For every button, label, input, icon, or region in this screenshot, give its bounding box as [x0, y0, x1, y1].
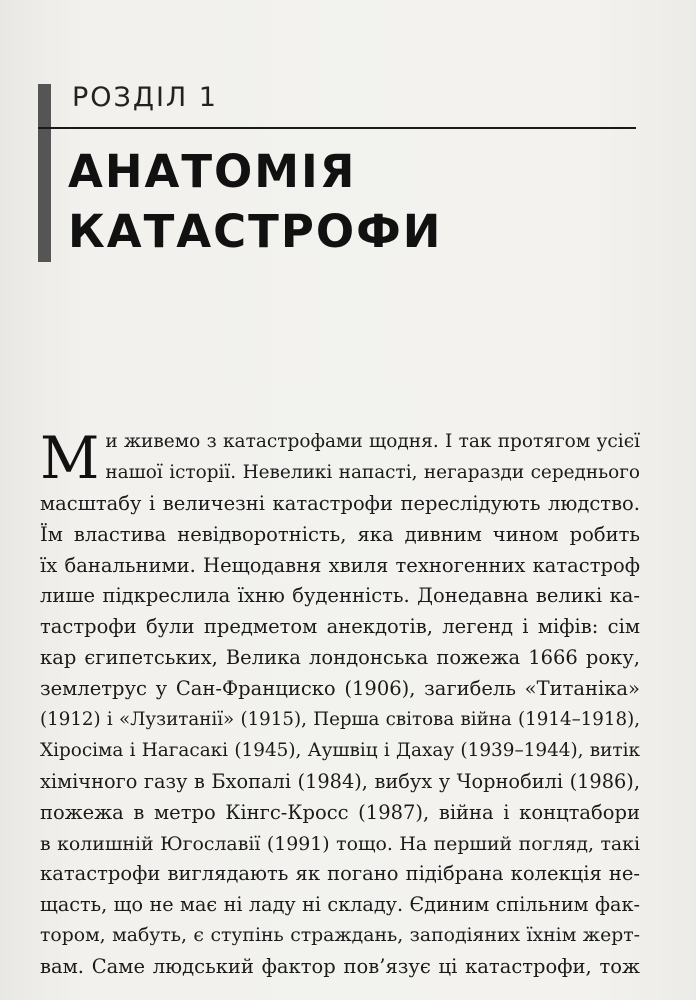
text-line: катастрофи виглядають як погано підібрана колекція не- — [40, 862, 640, 886]
text-line: Їм властива невідворотність, яка дивним чином робить — [40, 522, 640, 546]
chapter-title — [68, 142, 442, 262]
text-line: їх банальними. Нещодавня хвиля техногенних катастроф — [40, 553, 640, 577]
text-line: нашої історії. Невеликі напасті, негаразди середнього — [105, 461, 640, 483]
chapter-label: РОЗДІЛ 1 — [72, 82, 218, 113]
chapter-title-line: АНАТОМІЯ — [68, 145, 357, 198]
chapter-accent-bar — [38, 84, 51, 262]
text-line: Хіросіма і Нагасакі (1945), Аушвіц і Дахау (1939–1944), витік — [40, 739, 640, 761]
text-line: хімічного газу в Бхопалі (1984), вибух у Чорнобилі (1986), — [40, 769, 640, 793]
text-line: тором, мабуть, є ступінь страждань, заподіяних їхнім жерт- — [40, 925, 640, 947]
text-line: (1912) і «Лузитанії» (1915), Перша світова війна (1914–1918), — [40, 709, 640, 731]
text-line: пожежа в метро Кінгс-Кросс (1987), війна і концтабори — [40, 800, 640, 824]
drop-cap: М — [40, 424, 100, 492]
text-line: щасть, що не має ні ладу ні складу. Єдиним спільним фак- — [40, 893, 640, 917]
text-line: тастрофи були предметом анекдотів, легенд і міфів: сім — [40, 615, 640, 639]
body-paragraph — [40, 424, 640, 983]
text-line: в колишній Югославії (1991) тощо. На перший погляд, такі — [40, 832, 640, 855]
text-line: лише підкреслила їхню буденність. Донедавна великі ка- — [40, 584, 640, 608]
text-line: кар єгипетських, Велика лондонська пожежа 1666 року, — [40, 646, 640, 670]
text-line: землетрус у Сан-Франциско (1906), загибель «Титаніка» — [40, 677, 640, 701]
text-line: и живемо з катастрофами щодня. І так протягом усієї — [105, 431, 640, 452]
chapter-title-line: КАТАСТРОФИ — [68, 205, 443, 258]
text-line: вам. Саме людський фактор пов’язує ці катастрофи, тож — [40, 955, 640, 979]
text-line: масштабу і величезні катастрофи переслідують людство. — [40, 491, 640, 515]
chapter-divider — [38, 127, 636, 129]
